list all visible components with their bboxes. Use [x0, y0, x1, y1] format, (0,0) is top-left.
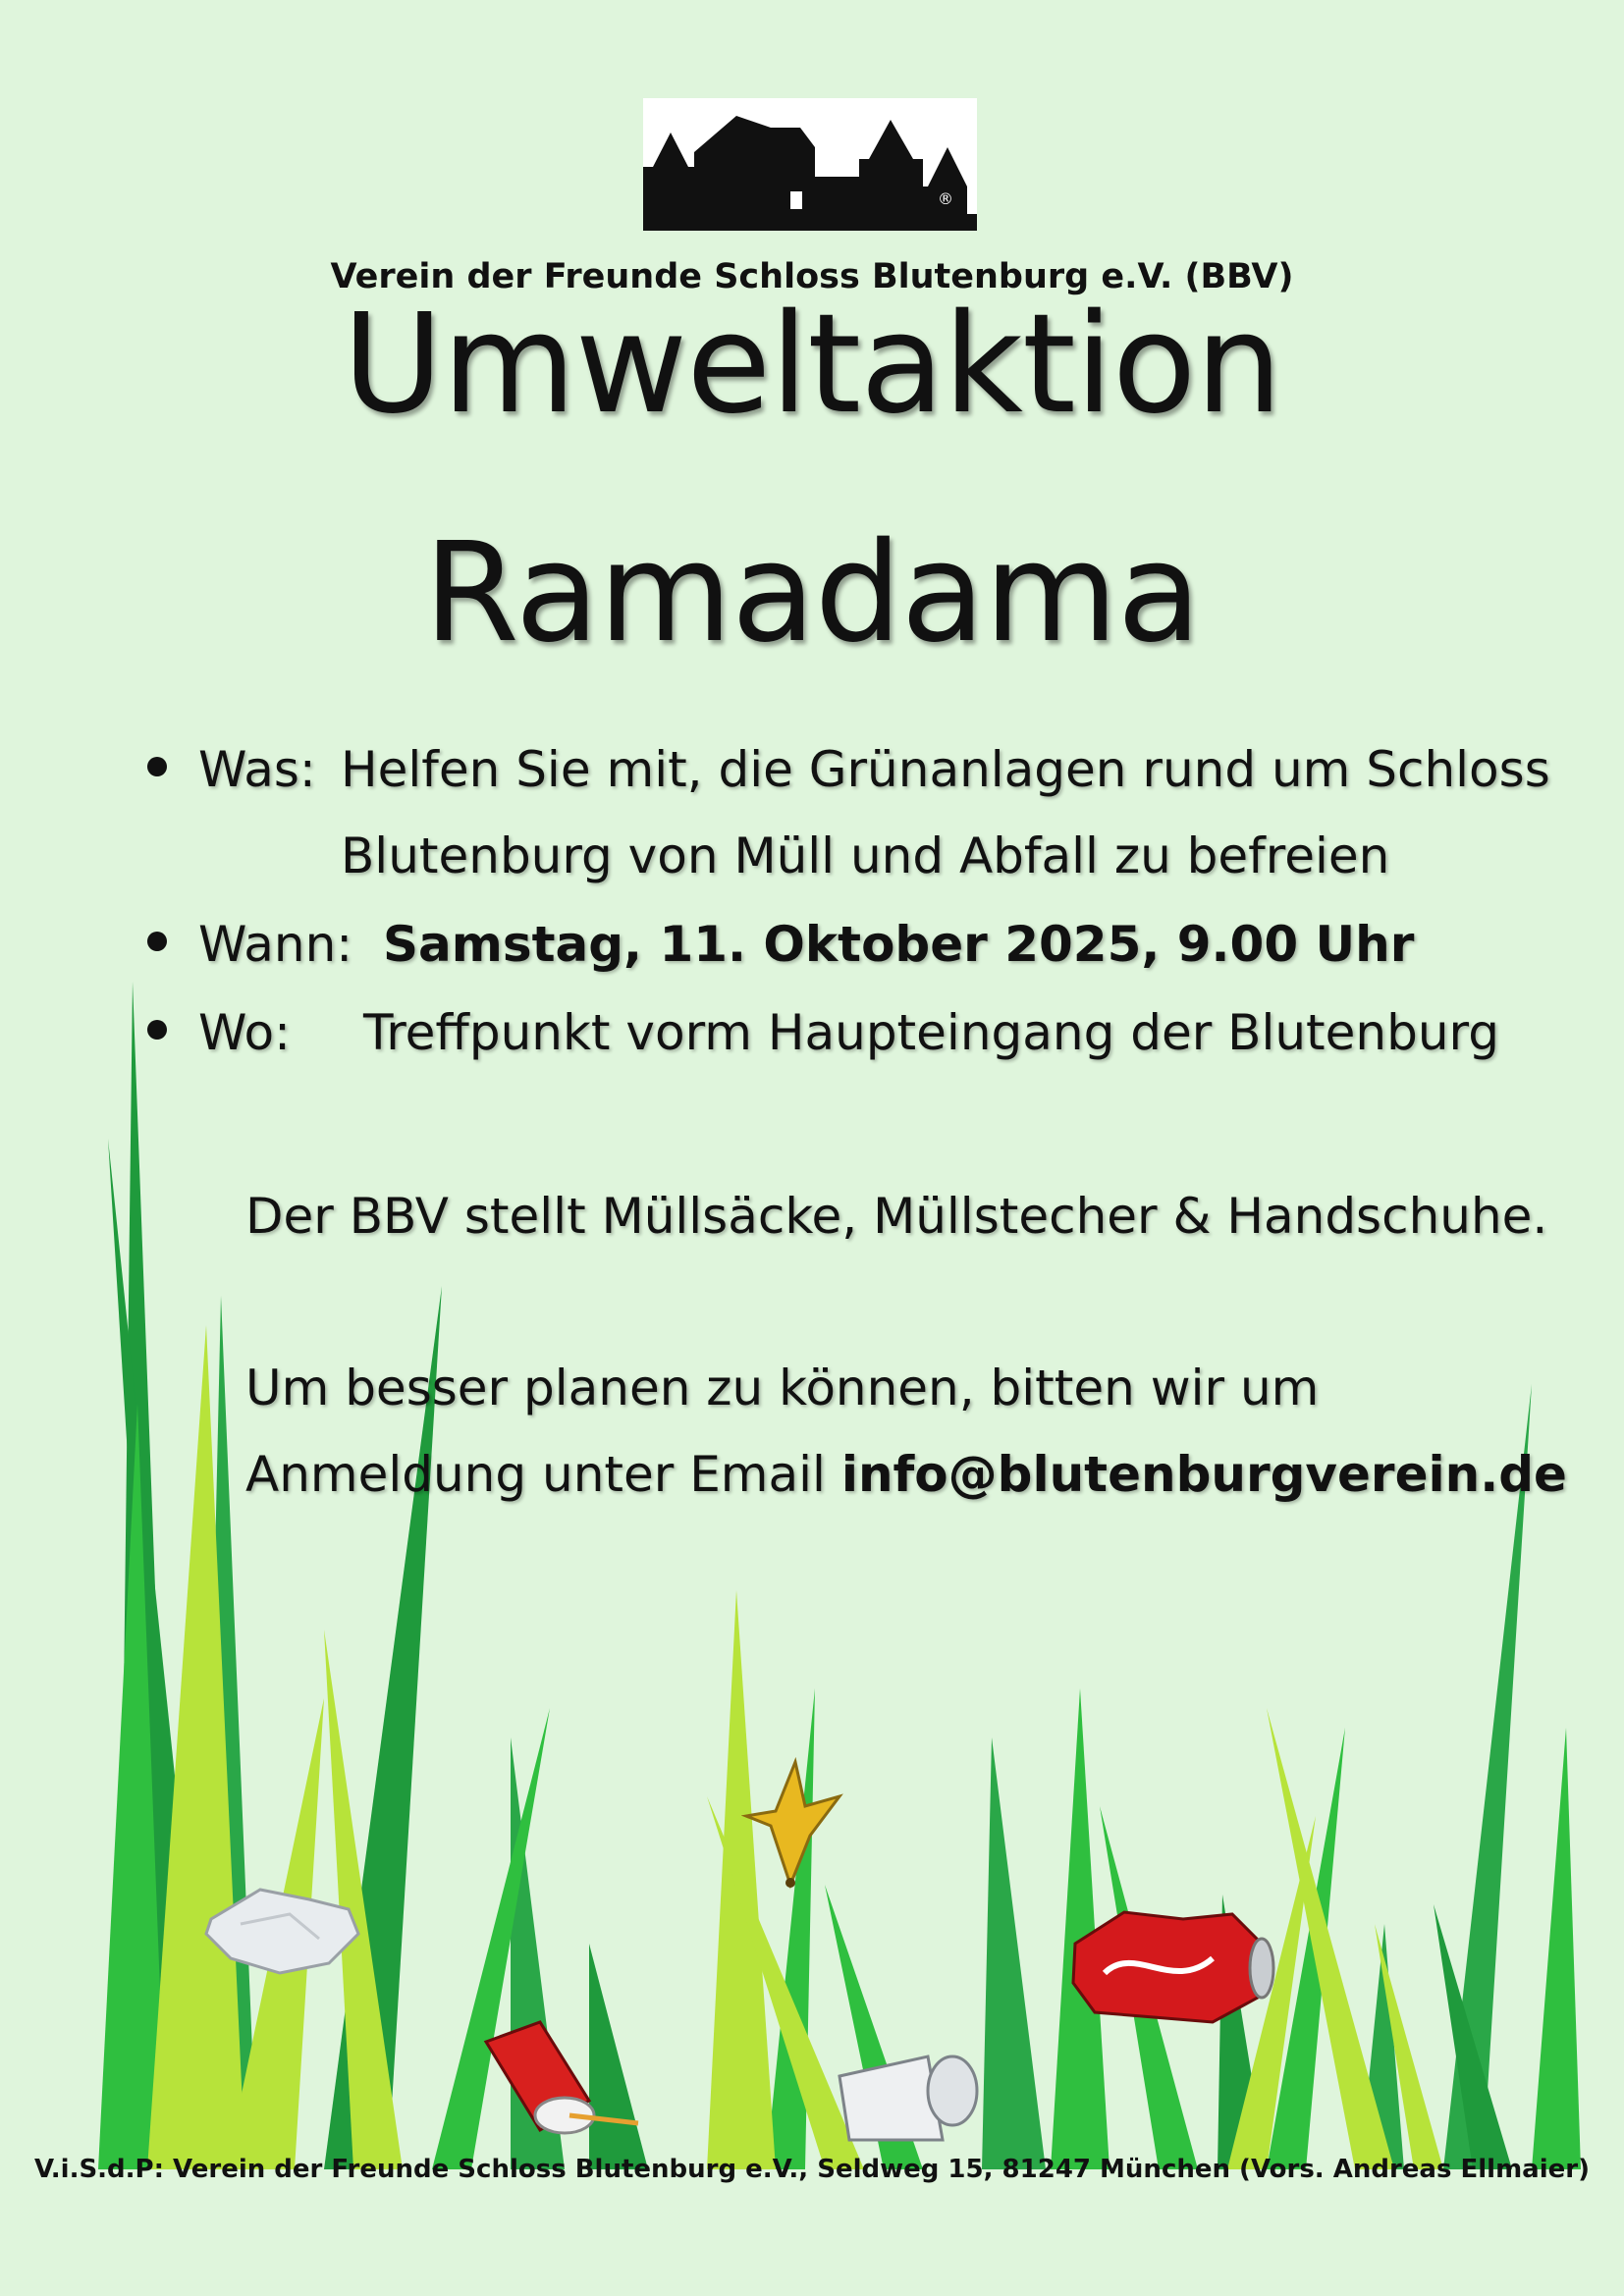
- was-text-line1: Helfen Sie mit, die Grünanlagen rund um Schloss: [341, 741, 1550, 798]
- was-label: Was:: [198, 741, 316, 798]
- bullet-dot: [147, 757, 167, 776]
- organization-name: Verein der Freunde Schloss Blutenburg e.V. (BBV): [330, 257, 1294, 296]
- wann-value: Samstag, 11. Oktober 2025, 9.00 Uhr: [383, 916, 1415, 973]
- title-ramadama: Ramadama: [423, 513, 1201, 673]
- paper-cup-icon: [835, 2047, 987, 2150]
- signup-email: info@blutenburgverein.de: [840, 1446, 1567, 1503]
- plastic-bag-icon: [201, 1875, 363, 1978]
- imprint-footer: V.i.S.d.P: Verein der Freunde Schloss Blutenburg e.V., Seldweg 15, 81247 München (Vors. Andreas Ellmaier): [34, 2155, 1590, 2184]
- wann-label: Wann:: [198, 916, 353, 973]
- wo-value: Treffpunkt vorm Haupteingang der Blutenburg: [363, 1004, 1499, 1061]
- supplies-note: Der BBV stellt Müllsäcke, Müllstecher & Handschuhe.: [245, 1188, 1548, 1245]
- signup-prefix: Anmeldung unter Email: [245, 1446, 841, 1503]
- title-umweltaktion: Umweltaktion: [342, 285, 1282, 445]
- wo-label: Wo:: [198, 1004, 291, 1061]
- signup-line1: Um besser planen zu können, bitten wir um: [245, 1360, 1320, 1416]
- castle-silhouette-icon: [643, 98, 977, 231]
- svg-text:®: ®: [938, 189, 953, 208]
- castle-logo: [643, 98, 977, 231]
- signup-line2: [245, 1446, 1567, 1503]
- was-text-line2: Blutenburg von Müll und Abfall zu befreien: [341, 828, 1390, 884]
- banana-peel-icon: [741, 1757, 849, 1890]
- crushed-can-icon: [1065, 1904, 1281, 2032]
- grass-icon: [0, 942, 1624, 2169]
- red-cup-icon: [481, 2017, 648, 2145]
